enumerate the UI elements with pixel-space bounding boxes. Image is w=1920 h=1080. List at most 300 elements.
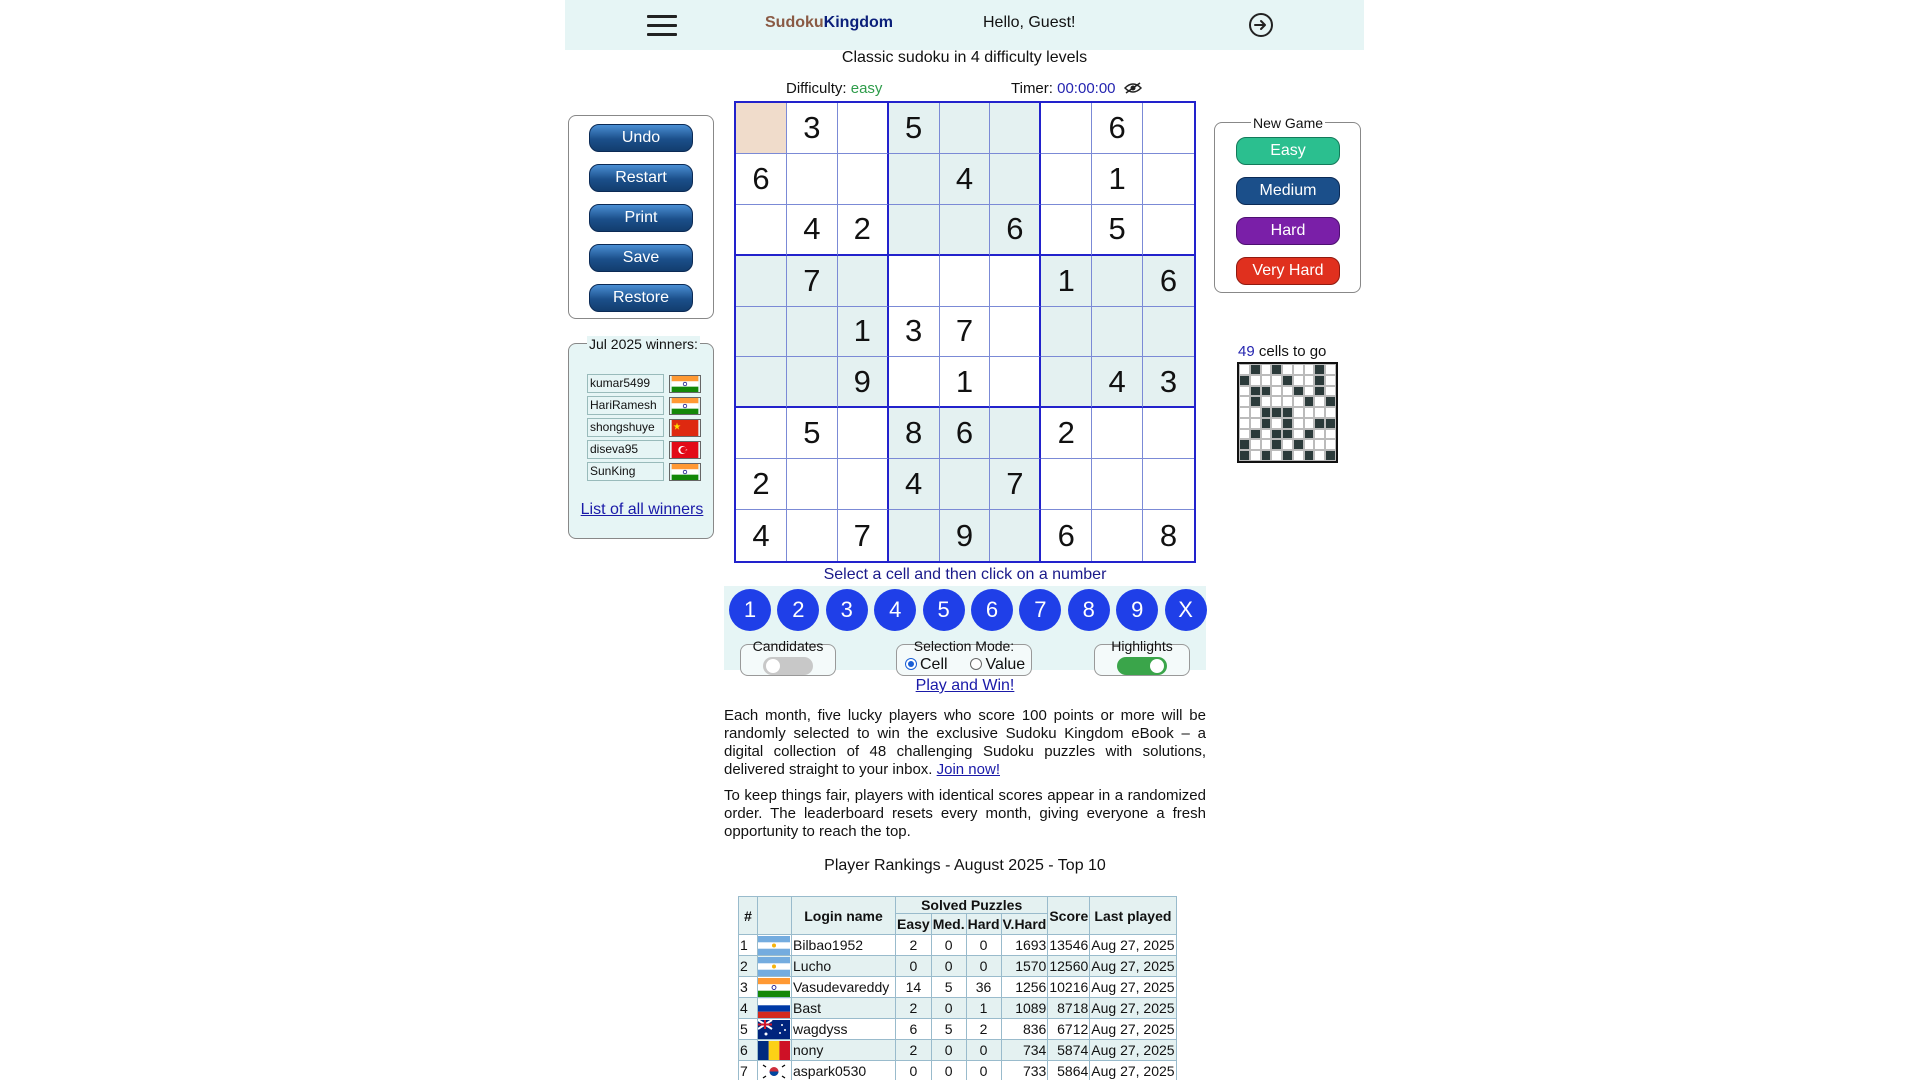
score-cell: 13546 bbox=[1048, 935, 1090, 956]
board-cell[interactable] bbox=[1092, 307, 1143, 358]
thumbnail-cell bbox=[1314, 418, 1325, 429]
board-cell[interactable]: 6 bbox=[940, 408, 991, 459]
board-cell[interactable] bbox=[1143, 205, 1194, 256]
thumbnail-cell bbox=[1325, 429, 1336, 440]
selection-mode-options bbox=[905, 656, 1025, 674]
board-cell[interactable]: 2 bbox=[1041, 408, 1092, 459]
number-7-button[interactable]: 7 bbox=[1019, 589, 1061, 631]
thumbnail-cell bbox=[1304, 450, 1315, 461]
thumbnail-cell bbox=[1271, 407, 1282, 418]
mode-value-label: Value bbox=[985, 656, 1026, 673]
thumbnail-cell bbox=[1250, 364, 1261, 375]
mode-cell-label: Cell bbox=[920, 656, 948, 673]
brand-part1: Sudoku bbox=[765, 14, 824, 31]
difficulty-value: easy bbox=[850, 80, 883, 97]
thumbnail-cell bbox=[1271, 386, 1282, 397]
board-cell[interactable]: 6 bbox=[1041, 510, 1092, 561]
login-name-cell[interactable]: Lucho bbox=[792, 956, 896, 977]
login-icon[interactable] bbox=[1248, 12, 1274, 38]
cells-label: cells to go bbox=[1258, 343, 1327, 360]
board-cell[interactable]: 5 bbox=[787, 408, 838, 459]
instruction-text: Select a cell and then click on a number bbox=[823, 566, 1107, 583]
winner-row bbox=[587, 374, 699, 394]
very-hard-count-cell: 1570 bbox=[1001, 956, 1048, 977]
new-easy-button[interactable]: Easy bbox=[1236, 137, 1340, 165]
login-name-cell[interactable]: wagdyss bbox=[792, 1019, 896, 1040]
login-name-cell[interactable]: aspark0530 bbox=[792, 1061, 896, 1080]
board-cell[interactable]: 4 bbox=[736, 510, 787, 561]
board-cell[interactable] bbox=[889, 205, 940, 256]
last-played-cell: Aug 27, 2025 bbox=[1090, 956, 1176, 977]
board-cell[interactable]: 4 bbox=[787, 205, 838, 256]
board-cell[interactable] bbox=[787, 307, 838, 358]
board-cell[interactable]: 6 bbox=[1143, 256, 1194, 307]
board-cell[interactable] bbox=[838, 459, 889, 510]
thumbnail-cell bbox=[1325, 396, 1336, 407]
winner-row bbox=[587, 440, 699, 460]
thumbnail-cell bbox=[1314, 407, 1325, 418]
thumbnail-cell bbox=[1261, 386, 1272, 397]
thumbnail-cell bbox=[1282, 386, 1293, 397]
score-cell: 10216 bbox=[1048, 977, 1090, 998]
winners-panel bbox=[568, 336, 714, 539]
rank-cell: 5 bbox=[739, 1019, 758, 1040]
thumbnail-cell bbox=[1282, 375, 1293, 386]
thumbnail-cell bbox=[1304, 386, 1315, 397]
india-flag-icon bbox=[758, 978, 790, 997]
thumbnail-cell bbox=[1282, 439, 1293, 450]
medium-count-cell: 5 bbox=[931, 1019, 966, 1040]
very-hard-count-cell: 733 bbox=[1001, 1061, 1048, 1080]
col-login: Login name bbox=[792, 897, 896, 935]
ranking-row bbox=[739, 1040, 1177, 1061]
thumbnail-cell bbox=[1293, 429, 1304, 440]
rank-cell: 6 bbox=[739, 1040, 758, 1061]
thumbnail-cell bbox=[1250, 450, 1261, 461]
col-hard: Hard bbox=[966, 914, 1001, 935]
board-cell[interactable] bbox=[889, 510, 940, 561]
last-played-cell: Aug 27, 2025 bbox=[1090, 1061, 1176, 1080]
thumbnail-cell bbox=[1261, 407, 1272, 418]
board-cell[interactable] bbox=[736, 357, 787, 408]
number-8-button[interactable]: 8 bbox=[1068, 589, 1110, 631]
thumbnail-cell bbox=[1250, 407, 1261, 418]
last-played-cell: Aug 27, 2025 bbox=[1090, 1019, 1176, 1040]
selection-mode-group bbox=[896, 638, 1032, 676]
board-cell[interactable] bbox=[1041, 154, 1092, 205]
board-cell[interactable]: 3 bbox=[787, 103, 838, 154]
timer-status bbox=[1011, 80, 1142, 97]
number-6-button[interactable]: 6 bbox=[971, 589, 1013, 631]
medium-count-cell: 0 bbox=[931, 1040, 966, 1061]
board-cell[interactable] bbox=[940, 205, 991, 256]
board-cell[interactable]: 1 bbox=[1092, 154, 1143, 205]
flag-cell bbox=[758, 998, 792, 1019]
ranking-row bbox=[739, 1061, 1177, 1080]
save-button[interactable]: Save bbox=[589, 244, 693, 272]
board-cell[interactable]: 3 bbox=[889, 307, 940, 358]
candidates-group bbox=[740, 638, 836, 676]
board-cell[interactable] bbox=[990, 103, 1041, 154]
restart-button[interactable]: Restart bbox=[589, 164, 693, 192]
board-cell[interactable] bbox=[1143, 408, 1194, 459]
thumbnail-cell bbox=[1314, 450, 1325, 461]
new-game-title: New Game bbox=[1253, 115, 1324, 131]
board-cell[interactable] bbox=[736, 205, 787, 256]
login-name-cell[interactable]: nony bbox=[792, 1040, 896, 1061]
thumbnail-cell bbox=[1261, 396, 1272, 407]
very-hard-count-cell: 734 bbox=[1001, 1040, 1048, 1061]
india-flag-icon bbox=[669, 463, 701, 481]
thumbnail-cell bbox=[1282, 407, 1293, 418]
ranking-row bbox=[739, 1019, 1177, 1040]
thumbnail-cell bbox=[1293, 418, 1304, 429]
thumbnail-cell bbox=[1261, 375, 1272, 386]
flag-cell bbox=[758, 956, 792, 977]
board-cell[interactable]: 7 bbox=[940, 307, 991, 358]
winner-name[interactable]: kumar5499 bbox=[587, 374, 664, 393]
board-cell[interactable] bbox=[787, 459, 838, 510]
board-cell[interactable] bbox=[889, 154, 940, 205]
flag-cell bbox=[758, 1061, 792, 1080]
board-cell[interactable] bbox=[1041, 205, 1092, 256]
winner-row bbox=[587, 418, 699, 438]
thumbnail-cell bbox=[1261, 418, 1272, 429]
hard-count-cell: 0 bbox=[966, 956, 1001, 977]
col-med: Med. bbox=[931, 914, 966, 935]
board-cell[interactable] bbox=[990, 357, 1041, 408]
rankings-title: Player Rankings - August 2025 - Top 10 bbox=[824, 857, 1106, 874]
winner-name[interactable]: shongshuye bbox=[587, 418, 664, 437]
thumbnail-cell bbox=[1250, 386, 1261, 397]
timer-label: Timer: bbox=[1011, 80, 1053, 97]
argentina-flag-icon bbox=[758, 936, 790, 955]
south-korea-flag-icon bbox=[758, 1062, 790, 1080]
board-cell[interactable]: 7 bbox=[990, 459, 1041, 510]
board-cell[interactable]: 1 bbox=[1041, 256, 1092, 307]
mode-value-radio[interactable] bbox=[970, 658, 982, 670]
score-cell: 8718 bbox=[1048, 998, 1090, 1019]
board-cell[interactable]: 9 bbox=[940, 510, 991, 561]
thumbnail-cell bbox=[1261, 364, 1272, 375]
thumbnail-cell bbox=[1293, 407, 1304, 418]
board-cell[interactable] bbox=[1041, 103, 1092, 154]
thumbnail-cell bbox=[1282, 429, 1293, 440]
cells-count: 49 bbox=[1238, 343, 1255, 360]
board-cell[interactable] bbox=[990, 154, 1041, 205]
thumbnail-cell bbox=[1271, 364, 1282, 375]
highlights-toggle[interactable] bbox=[1117, 657, 1167, 675]
medium-count-cell: 0 bbox=[931, 1061, 966, 1080]
game-actions-panel bbox=[568, 115, 714, 319]
thumbnail-cell bbox=[1271, 439, 1282, 450]
hard-count-cell: 0 bbox=[966, 1040, 1001, 1061]
russia-flag-icon bbox=[758, 999, 790, 1018]
thumbnail-cell bbox=[1293, 439, 1304, 450]
flag-cell bbox=[758, 935, 792, 956]
number-2-button[interactable]: 2 bbox=[777, 589, 819, 631]
brand-part2: Kingdom bbox=[823, 14, 893, 31]
col-flag bbox=[758, 897, 792, 935]
board-cell[interactable] bbox=[940, 459, 991, 510]
hard-count-cell: 0 bbox=[966, 1061, 1001, 1080]
thumbnail-cell bbox=[1282, 418, 1293, 429]
board-cell[interactable] bbox=[1092, 459, 1143, 510]
col-easy: Easy bbox=[896, 914, 932, 935]
ranking-row bbox=[739, 998, 1177, 1019]
thumbnail-cell bbox=[1239, 386, 1250, 397]
flag-cell bbox=[758, 1019, 792, 1040]
thumbnail-cell bbox=[1271, 429, 1282, 440]
board-cell[interactable] bbox=[838, 154, 889, 205]
thumbnail-cell bbox=[1239, 375, 1250, 386]
board-cell[interactable] bbox=[990, 510, 1041, 561]
board-cell[interactable] bbox=[787, 357, 838, 408]
board-cell[interactable] bbox=[736, 103, 787, 154]
thumbnail-cell bbox=[1293, 396, 1304, 407]
thumbnail-cell bbox=[1282, 364, 1293, 375]
thumbnail-cell bbox=[1239, 418, 1250, 429]
thumbnail-cell bbox=[1282, 450, 1293, 461]
candidates-toggle[interactable] bbox=[763, 657, 813, 675]
thumbnail-cell bbox=[1314, 439, 1325, 450]
thumbnail-cell bbox=[1250, 396, 1261, 407]
board-cell[interactable]: 3 bbox=[1143, 357, 1194, 408]
board-cell[interactable] bbox=[787, 154, 838, 205]
board-cell[interactable] bbox=[1041, 307, 1092, 358]
board-cell[interactable]: 6 bbox=[1092, 103, 1143, 154]
new-hard-button[interactable]: Hard bbox=[1236, 217, 1340, 245]
rank-cell: 4 bbox=[739, 998, 758, 1019]
easy-count-cell: 14 bbox=[896, 977, 932, 998]
easy-count-cell: 6 bbox=[896, 1019, 932, 1040]
board-cell[interactable] bbox=[736, 408, 787, 459]
brand-logo[interactable] bbox=[765, 14, 893, 32]
china-flag-icon bbox=[669, 419, 701, 437]
easy-count-cell: 2 bbox=[896, 998, 932, 1019]
hide-timer-icon[interactable] bbox=[1124, 82, 1142, 94]
thumbnail-cell bbox=[1304, 407, 1315, 418]
board-cell[interactable]: 4 bbox=[940, 154, 991, 205]
board-cell[interactable] bbox=[889, 357, 940, 408]
thumbnail-cell bbox=[1239, 407, 1250, 418]
fairness-paragraph: To keep things fair, players with identical scores appear in a randomized order. The leaderboard resets every month, giving everyone a fresh opportunity to reach the top. bbox=[724, 787, 1206, 840]
board-cell[interactable]: 2 bbox=[736, 459, 787, 510]
board-cell[interactable] bbox=[990, 307, 1041, 358]
board-cell[interactable]: 7 bbox=[787, 256, 838, 307]
rank-cell: 3 bbox=[739, 977, 758, 998]
number-4-button[interactable]: 4 bbox=[874, 589, 916, 631]
thumbnail-cell bbox=[1325, 386, 1336, 397]
board-cell[interactable]: 8 bbox=[889, 408, 940, 459]
progress-thumbnail bbox=[1237, 362, 1338, 463]
ranking-row bbox=[739, 977, 1177, 998]
thumbnail-cell bbox=[1304, 364, 1315, 375]
thumbnail-cell bbox=[1250, 418, 1261, 429]
thumbnail-cell bbox=[1304, 429, 1315, 440]
easy-count-cell: 2 bbox=[896, 1040, 932, 1061]
board-cell[interactable] bbox=[940, 256, 991, 307]
col-solved: Solved Puzzles bbox=[896, 897, 1048, 914]
promo-text: Each month, five lucky players who score 100 points or more will be randomly selected to win the exclusive Sudoku Kingdom eBook – a digital collection of 48 challenging Sudoku puzzles with solutions, delivered straight to your inbox. bbox=[724, 707, 1206, 778]
difficulty-label: Difficulty: bbox=[786, 80, 847, 97]
thumbnail-cell bbox=[1282, 396, 1293, 407]
medium-count-cell: 0 bbox=[931, 956, 966, 977]
winners-title: Jul 2025 winners: bbox=[589, 336, 698, 352]
board-cell[interactable]: 4 bbox=[1092, 357, 1143, 408]
winner-name[interactable]: SunKing bbox=[587, 462, 664, 481]
last-played-cell: Aug 27, 2025 bbox=[1090, 998, 1176, 1019]
winner-name[interactable]: diseva95 bbox=[587, 440, 664, 459]
thumbnail-cell bbox=[1261, 450, 1272, 461]
board-cell[interactable] bbox=[838, 408, 889, 459]
selection-mode-label: Selection Mode: bbox=[913, 638, 1015, 654]
board-cell[interactable]: 1 bbox=[838, 307, 889, 358]
india-flag-icon bbox=[669, 397, 701, 415]
print-button[interactable]: Print bbox=[589, 204, 693, 232]
board-cell[interactable]: 6 bbox=[990, 205, 1041, 256]
ranking-row bbox=[739, 956, 1177, 977]
rank-cell: 2 bbox=[739, 956, 758, 977]
join-now-link[interactable]: Join now! bbox=[936, 761, 1000, 778]
rank-cell: 1 bbox=[739, 935, 758, 956]
board-cell[interactable]: 6 bbox=[736, 154, 787, 205]
thumbnail-cell bbox=[1325, 418, 1336, 429]
board-cell[interactable] bbox=[1041, 459, 1092, 510]
login-name-cell[interactable]: Vasudevareddy bbox=[792, 977, 896, 998]
board-cell[interactable]: 4 bbox=[889, 459, 940, 510]
thumbnail-cell bbox=[1314, 386, 1325, 397]
mode-cell-radio[interactable] bbox=[905, 658, 917, 670]
score-cell: 5874 bbox=[1048, 1040, 1090, 1061]
board-cell[interactable] bbox=[838, 256, 889, 307]
turkey-flag-icon bbox=[669, 441, 701, 459]
number-1-button[interactable]: 1 bbox=[729, 589, 771, 631]
highlights-group bbox=[1094, 638, 1190, 676]
board-cell[interactable] bbox=[1143, 459, 1194, 510]
thumbnail-cell bbox=[1271, 450, 1282, 461]
board-cell[interactable]: 5 bbox=[889, 103, 940, 154]
board-cell[interactable] bbox=[736, 307, 787, 358]
board-cell[interactable]: 9 bbox=[838, 357, 889, 408]
rankings-table bbox=[738, 896, 1177, 1080]
number-9-button[interactable]: 9 bbox=[1116, 589, 1158, 631]
board-cell[interactable] bbox=[1143, 154, 1194, 205]
all-winners-link[interactable]: List of all winners bbox=[580, 501, 704, 518]
very-hard-count-cell: 1693 bbox=[1001, 935, 1048, 956]
candidates-label: Candidates bbox=[752, 638, 824, 654]
ranking-row bbox=[739, 935, 1177, 956]
hard-count-cell: 0 bbox=[966, 935, 1001, 956]
thumbnail-cell bbox=[1314, 396, 1325, 407]
thumbnail-cell bbox=[1304, 375, 1315, 386]
board-cell[interactable] bbox=[1041, 357, 1092, 408]
thumbnail-cell bbox=[1271, 375, 1282, 386]
number-3-button[interactable]: 3 bbox=[826, 589, 868, 631]
board-cell[interactable]: 2 bbox=[838, 205, 889, 256]
board-cell[interactable] bbox=[940, 103, 991, 154]
col-last-played: Last played bbox=[1090, 897, 1176, 935]
promo-paragraph bbox=[724, 707, 1206, 779]
board-cell[interactable] bbox=[736, 256, 787, 307]
medium-count-cell: 0 bbox=[931, 935, 966, 956]
flag-cell bbox=[758, 1040, 792, 1061]
thumbnail-cell bbox=[1314, 429, 1325, 440]
login-name-cell[interactable]: Bilbao1952 bbox=[792, 935, 896, 956]
thumbnail-cell bbox=[1304, 418, 1315, 429]
thumbnail-cell bbox=[1239, 429, 1250, 440]
board-cell[interactable] bbox=[1092, 510, 1143, 561]
board-cell[interactable]: 5 bbox=[1092, 205, 1143, 256]
board-cell[interactable]: 1 bbox=[940, 357, 991, 408]
login-name-cell[interactable]: Bast bbox=[792, 998, 896, 1019]
hard-count-cell: 2 bbox=[966, 1019, 1001, 1040]
cells-remaining bbox=[1238, 343, 1326, 360]
page-subtitle: Classic sudoku in 4 difficulty levels bbox=[841, 49, 1088, 66]
timer-value: 00:00:00 bbox=[1057, 80, 1116, 97]
board-cell[interactable] bbox=[1143, 307, 1194, 358]
easy-count-cell: 2 bbox=[896, 935, 932, 956]
sudoku-board bbox=[734, 101, 1196, 563]
new-very-hard-button[interactable]: Very Hard bbox=[1236, 257, 1340, 285]
thumbnail-cell bbox=[1239, 396, 1250, 407]
winner-row bbox=[587, 462, 699, 482]
difficulty-status bbox=[786, 80, 882, 97]
thumbnail-cell bbox=[1250, 429, 1261, 440]
thumbnail-cell bbox=[1325, 375, 1336, 386]
board-cell[interactable] bbox=[990, 256, 1041, 307]
hard-count-cell: 36 bbox=[966, 977, 1001, 998]
thumbnail-cell bbox=[1271, 418, 1282, 429]
erase-button[interactable]: X bbox=[1165, 589, 1207, 631]
top-header bbox=[565, 0, 1364, 50]
romania-flag-icon bbox=[758, 1041, 790, 1060]
thumbnail-cell bbox=[1261, 439, 1272, 450]
col-rank: # bbox=[739, 897, 758, 935]
col-score: Score bbox=[1048, 897, 1090, 935]
play-and-win-link[interactable]: Play and Win! bbox=[915, 677, 1015, 694]
board-controls bbox=[724, 636, 1206, 673]
thumbnail-cell bbox=[1293, 364, 1304, 375]
australia-flag-icon bbox=[758, 1020, 790, 1039]
board-cell[interactable] bbox=[889, 256, 940, 307]
thumbnail-cell bbox=[1261, 429, 1272, 440]
flag-cell bbox=[758, 977, 792, 998]
thumbnail-cell bbox=[1325, 407, 1336, 418]
menu-icon[interactable] bbox=[647, 15, 677, 37]
thumbnail-cell bbox=[1250, 375, 1261, 386]
board-cell[interactable] bbox=[787, 510, 838, 561]
number-5-button[interactable]: 5 bbox=[923, 589, 965, 631]
board-cell[interactable] bbox=[1092, 408, 1143, 459]
board-cell[interactable] bbox=[990, 408, 1041, 459]
thumbnail-cell bbox=[1239, 364, 1250, 375]
thumbnail-cell bbox=[1314, 375, 1325, 386]
restore-button[interactable]: Restore bbox=[589, 284, 693, 312]
last-played-cell: Aug 27, 2025 bbox=[1090, 1040, 1176, 1061]
undo-button[interactable]: Undo bbox=[589, 124, 693, 152]
board-cell[interactable]: 7 bbox=[838, 510, 889, 561]
thumbnail-cell bbox=[1293, 386, 1304, 397]
new-medium-button[interactable]: Medium bbox=[1236, 177, 1340, 205]
board-cell[interactable] bbox=[1143, 103, 1194, 154]
winner-name[interactable]: HariRamesh bbox=[587, 396, 664, 415]
board-cell[interactable] bbox=[1092, 256, 1143, 307]
board-cell[interactable] bbox=[838, 103, 889, 154]
thumbnail-cell bbox=[1239, 450, 1250, 461]
board-cell[interactable]: 8 bbox=[1159, 517, 1178, 553]
medium-count-cell: 0 bbox=[931, 998, 966, 1019]
